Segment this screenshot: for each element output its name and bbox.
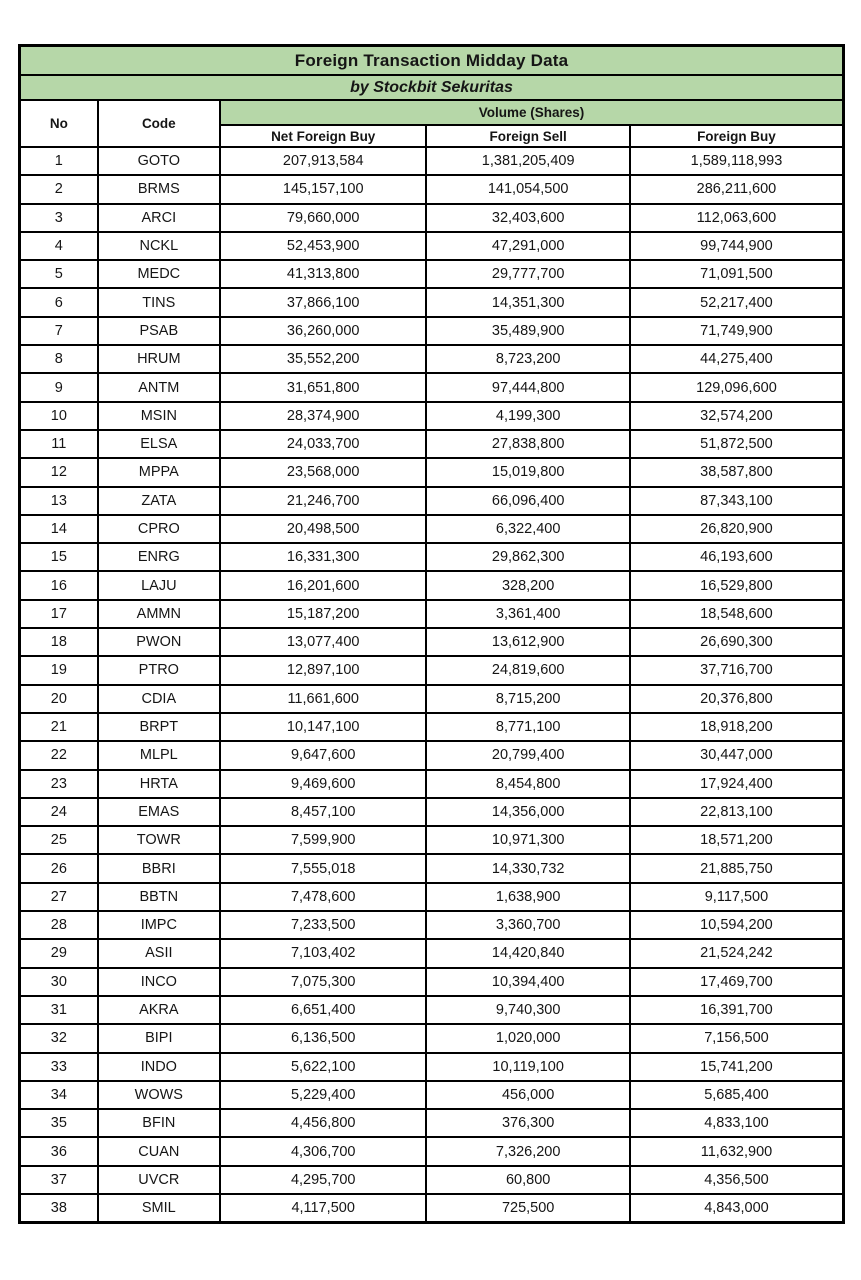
cell-net-foreign-buy: 7,233,500: [220, 911, 426, 939]
cell-code: MEDC: [98, 260, 220, 288]
cell-foreign-sell: 10,119,100: [426, 1053, 629, 1081]
cell-code: INDO: [98, 1053, 220, 1081]
cell-net-foreign-buy: 6,651,400: [220, 996, 426, 1024]
cell-code: UVCR: [98, 1166, 220, 1194]
cell-code: MLPL: [98, 741, 220, 769]
cell-code: LAJU: [98, 571, 220, 599]
cell-no: 28: [20, 911, 98, 939]
cell-code: BRMS: [98, 175, 220, 203]
table-row: [20, 939, 844, 967]
foreign-transaction-table: [18, 44, 845, 1224]
cell-foreign-buy: 20,376,800: [630, 685, 844, 713]
table-row: [20, 996, 844, 1024]
table-row: [20, 515, 844, 543]
cell-foreign-buy: 11,632,900: [630, 1137, 844, 1165]
cell-no: 32: [20, 1024, 98, 1052]
table-subtitle-row: [20, 75, 844, 100]
cell-net-foreign-buy: 7,555,018: [220, 854, 426, 882]
cell-foreign-buy: 22,813,100: [630, 798, 844, 826]
cell-foreign-buy: 4,843,000: [630, 1194, 844, 1223]
cell-foreign-sell: 35,489,900: [426, 317, 629, 345]
cell-foreign-sell: 97,444,800: [426, 373, 629, 401]
cell-no: 12: [20, 458, 98, 486]
cell-no: 19: [20, 656, 98, 684]
cell-foreign-buy: 10,594,200: [630, 911, 844, 939]
cell-foreign-buy: 30,447,000: [630, 741, 844, 769]
cell-net-foreign-buy: 36,260,000: [220, 317, 426, 345]
cell-no: 22: [20, 741, 98, 769]
column-header-foreign-sell: Foreign Sell: [426, 125, 629, 147]
table-row: [20, 770, 844, 798]
cell-foreign-sell: 3,360,700: [426, 911, 629, 939]
cell-code: BBRI: [98, 854, 220, 882]
cell-foreign-buy: 15,741,200: [630, 1053, 844, 1081]
cell-net-foreign-buy: 41,313,800: [220, 260, 426, 288]
cell-foreign-buy: 129,096,600: [630, 373, 844, 401]
cell-foreign-buy: 16,529,800: [630, 571, 844, 599]
table-row: [20, 883, 844, 911]
table-row: [20, 600, 844, 628]
cell-foreign-sell: 8,715,200: [426, 685, 629, 713]
foreign-transaction-table-wrap: [18, 44, 845, 1224]
cell-code: ANTM: [98, 373, 220, 401]
cell-no: 25: [20, 826, 98, 854]
table-row: [20, 402, 844, 430]
cell-foreign-buy: 7,156,500: [630, 1024, 844, 1052]
cell-code: ZATA: [98, 487, 220, 515]
cell-code: TINS: [98, 288, 220, 316]
table-row: [20, 1194, 844, 1223]
cell-foreign-sell: 14,330,732: [426, 854, 629, 882]
cell-foreign-buy: 4,833,100: [630, 1109, 844, 1137]
cell-foreign-buy: 87,343,100: [630, 487, 844, 515]
cell-net-foreign-buy: 28,374,900: [220, 402, 426, 430]
cell-no: 36: [20, 1137, 98, 1165]
cell-net-foreign-buy: 15,187,200: [220, 600, 426, 628]
cell-net-foreign-buy: 5,622,100: [220, 1053, 426, 1081]
cell-net-foreign-buy: 16,201,600: [220, 571, 426, 599]
cell-foreign-sell: 141,054,500: [426, 175, 629, 203]
cell-foreign-buy: 71,749,900: [630, 317, 844, 345]
cell-foreign-buy: 112,063,600: [630, 204, 844, 232]
cell-foreign-sell: 14,420,840: [426, 939, 629, 967]
page-title: Foreign Transaction Midday Data: [20, 46, 844, 76]
table-row: [20, 1109, 844, 1137]
cell-foreign-sell: 29,777,700: [426, 260, 629, 288]
cell-foreign-sell: 66,096,400: [426, 487, 629, 515]
cell-net-foreign-buy: 12,897,100: [220, 656, 426, 684]
cell-foreign-buy: 9,117,500: [630, 883, 844, 911]
cell-foreign-buy: 44,275,400: [630, 345, 844, 373]
cell-foreign-sell: 47,291,000: [426, 232, 629, 260]
cell-no: 34: [20, 1081, 98, 1109]
cell-code: BRPT: [98, 713, 220, 741]
cell-net-foreign-buy: 79,660,000: [220, 204, 426, 232]
cell-foreign-sell: 456,000: [426, 1081, 629, 1109]
table-row: [20, 1137, 844, 1165]
cell-foreign-sell: 6,322,400: [426, 515, 629, 543]
cell-no: 30: [20, 968, 98, 996]
cell-foreign-buy: 5,685,400: [630, 1081, 844, 1109]
cell-no: 15: [20, 543, 98, 571]
cell-net-foreign-buy: 24,033,700: [220, 430, 426, 458]
table-body: [20, 147, 844, 1223]
cell-net-foreign-buy: 4,306,700: [220, 1137, 426, 1165]
cell-net-foreign-buy: 9,469,600: [220, 770, 426, 798]
cell-code: HRTA: [98, 770, 220, 798]
cell-foreign-buy: 17,924,400: [630, 770, 844, 798]
cell-foreign-sell: 14,356,000: [426, 798, 629, 826]
cell-code: PWON: [98, 628, 220, 656]
table-row: [20, 798, 844, 826]
cell-foreign-sell: 60,800: [426, 1166, 629, 1194]
cell-code: IMPC: [98, 911, 220, 939]
cell-code: CUAN: [98, 1137, 220, 1165]
cell-foreign-sell: 29,862,300: [426, 543, 629, 571]
cell-no: 9: [20, 373, 98, 401]
cell-foreign-buy: 26,690,300: [630, 628, 844, 656]
cell-no: 38: [20, 1194, 98, 1223]
cell-net-foreign-buy: 35,552,200: [220, 345, 426, 373]
table-row: [20, 741, 844, 769]
table-row: [20, 571, 844, 599]
cell-foreign-sell: 8,454,800: [426, 770, 629, 798]
cell-foreign-sell: 1,381,205,409: [426, 147, 629, 175]
cell-code: GOTO: [98, 147, 220, 175]
cell-code: AKRA: [98, 996, 220, 1024]
cell-foreign-buy: 18,548,600: [630, 600, 844, 628]
cell-net-foreign-buy: 10,147,100: [220, 713, 426, 741]
cell-code: EMAS: [98, 798, 220, 826]
cell-net-foreign-buy: 7,599,900: [220, 826, 426, 854]
cell-net-foreign-buy: 16,331,300: [220, 543, 426, 571]
table-row: [20, 288, 844, 316]
cell-no: 5: [20, 260, 98, 288]
cell-net-foreign-buy: 37,866,100: [220, 288, 426, 316]
cell-code: MPPA: [98, 458, 220, 486]
cell-foreign-buy: 99,744,900: [630, 232, 844, 260]
cell-net-foreign-buy: 52,453,900: [220, 232, 426, 260]
column-header-code: Code: [98, 100, 220, 147]
cell-foreign-sell: 27,838,800: [426, 430, 629, 458]
cell-code: HRUM: [98, 345, 220, 373]
cell-no: 31: [20, 996, 98, 1024]
cell-foreign-buy: 4,356,500: [630, 1166, 844, 1194]
cell-foreign-buy: 38,587,800: [630, 458, 844, 486]
cell-foreign-buy: 37,716,700: [630, 656, 844, 684]
cell-foreign-buy: 32,574,200: [630, 402, 844, 430]
column-header-no: No: [20, 100, 98, 147]
cell-code: BFIN: [98, 1109, 220, 1137]
table-row: [20, 487, 844, 515]
cell-no: 26: [20, 854, 98, 882]
table-row: [20, 968, 844, 996]
cell-foreign-sell: 10,394,400: [426, 968, 629, 996]
cell-no: 16: [20, 571, 98, 599]
cell-net-foreign-buy: 13,077,400: [220, 628, 426, 656]
column-header-net-foreign-buy: Net Foreign Buy: [220, 125, 426, 147]
cell-foreign-buy: 51,872,500: [630, 430, 844, 458]
cell-foreign-sell: 15,019,800: [426, 458, 629, 486]
cell-foreign-sell: 32,403,600: [426, 204, 629, 232]
cell-foreign-sell: 328,200: [426, 571, 629, 599]
cell-no: 18: [20, 628, 98, 656]
table-row: [20, 175, 844, 203]
cell-no: 13: [20, 487, 98, 515]
cell-net-foreign-buy: 11,661,600: [220, 685, 426, 713]
cell-code: WOWS: [98, 1081, 220, 1109]
table-row: [20, 826, 844, 854]
cell-no: 20: [20, 685, 98, 713]
cell-foreign-sell: 1,020,000: [426, 1024, 629, 1052]
table-row: [20, 543, 844, 571]
table-row: [20, 147, 844, 175]
cell-foreign-buy: 52,217,400: [630, 288, 844, 316]
cell-no: 37: [20, 1166, 98, 1194]
table-row: [20, 373, 844, 401]
cell-code: BIPI: [98, 1024, 220, 1052]
cell-net-foreign-buy: 21,246,700: [220, 487, 426, 515]
cell-net-foreign-buy: 8,457,100: [220, 798, 426, 826]
cell-no: 35: [20, 1109, 98, 1137]
cell-foreign-sell: 8,771,100: [426, 713, 629, 741]
table-row: [20, 232, 844, 260]
cell-foreign-buy: 1,589,118,993: [630, 147, 844, 175]
cell-no: 33: [20, 1053, 98, 1081]
cell-no: 1: [20, 147, 98, 175]
cell-no: 14: [20, 515, 98, 543]
cell-code: ENRG: [98, 543, 220, 571]
cell-net-foreign-buy: 20,498,500: [220, 515, 426, 543]
cell-foreign-buy: 18,571,200: [630, 826, 844, 854]
table-row: [20, 656, 844, 684]
cell-code: BBTN: [98, 883, 220, 911]
table-row: [20, 1053, 844, 1081]
cell-no: 2: [20, 175, 98, 203]
cell-foreign-buy: 26,820,900: [630, 515, 844, 543]
cell-code: MSIN: [98, 402, 220, 430]
cell-code: ELSA: [98, 430, 220, 458]
cell-net-foreign-buy: 31,651,800: [220, 373, 426, 401]
cell-code: CPRO: [98, 515, 220, 543]
cell-foreign-sell: 9,740,300: [426, 996, 629, 1024]
cell-code: SMIL: [98, 1194, 220, 1223]
cell-foreign-buy: 286,211,600: [630, 175, 844, 203]
cell-foreign-buy: 18,918,200: [630, 713, 844, 741]
page-subtitle: by Stockbit Sekuritas: [20, 75, 844, 100]
table-row: [20, 204, 844, 232]
cell-foreign-sell: 24,819,600: [426, 656, 629, 684]
table-row: [20, 1166, 844, 1194]
cell-code: ARCI: [98, 204, 220, 232]
cell-no: 3: [20, 204, 98, 232]
cell-foreign-sell: 20,799,400: [426, 741, 629, 769]
table-row: [20, 911, 844, 939]
cell-code: CDIA: [98, 685, 220, 713]
table-row: [20, 345, 844, 373]
table-row: [20, 260, 844, 288]
cell-net-foreign-buy: 4,117,500: [220, 1194, 426, 1223]
cell-code: ASII: [98, 939, 220, 967]
cell-no: 11: [20, 430, 98, 458]
column-header-volume-group: Volume (Shares): [220, 100, 844, 125]
table-row: [20, 854, 844, 882]
cell-foreign-sell: 1,638,900: [426, 883, 629, 911]
cell-code: AMMN: [98, 600, 220, 628]
table-row: [20, 430, 844, 458]
cell-foreign-sell: 13,612,900: [426, 628, 629, 656]
table-row: [20, 317, 844, 345]
table-row: [20, 458, 844, 486]
cell-net-foreign-buy: 5,229,400: [220, 1081, 426, 1109]
cell-foreign-buy: 46,193,600: [630, 543, 844, 571]
cell-net-foreign-buy: 7,478,600: [220, 883, 426, 911]
cell-foreign-sell: 4,199,300: [426, 402, 629, 430]
cell-foreign-sell: 7,326,200: [426, 1137, 629, 1165]
cell-net-foreign-buy: 7,075,300: [220, 968, 426, 996]
cell-no: 8: [20, 345, 98, 373]
table-row: [20, 713, 844, 741]
cell-foreign-sell: 14,351,300: [426, 288, 629, 316]
cell-net-foreign-buy: 4,456,800: [220, 1109, 426, 1137]
cell-code: PSAB: [98, 317, 220, 345]
cell-net-foreign-buy: 9,647,600: [220, 741, 426, 769]
cell-no: 23: [20, 770, 98, 798]
cell-no: 21: [20, 713, 98, 741]
cell-code: NCKL: [98, 232, 220, 260]
cell-net-foreign-buy: 6,136,500: [220, 1024, 426, 1052]
cell-code: PTRO: [98, 656, 220, 684]
cell-net-foreign-buy: 207,913,584: [220, 147, 426, 175]
table-title-row: [20, 46, 844, 76]
cell-foreign-buy: 21,524,242: [630, 939, 844, 967]
cell-foreign-sell: 3,361,400: [426, 600, 629, 628]
cell-no: 10: [20, 402, 98, 430]
cell-foreign-sell: 8,723,200: [426, 345, 629, 373]
cell-no: 17: [20, 600, 98, 628]
cell-no: 7: [20, 317, 98, 345]
table-row: [20, 1081, 844, 1109]
cell-foreign-buy: 16,391,700: [630, 996, 844, 1024]
cell-net-foreign-buy: 145,157,100: [220, 175, 426, 203]
table-row: [20, 1024, 844, 1052]
cell-foreign-sell: 10,971,300: [426, 826, 629, 854]
table-header-row-group: [20, 100, 844, 125]
cell-net-foreign-buy: 4,295,700: [220, 1166, 426, 1194]
cell-no: 6: [20, 288, 98, 316]
table-row: [20, 628, 844, 656]
cell-foreign-buy: 21,885,750: [630, 854, 844, 882]
cell-no: 29: [20, 939, 98, 967]
cell-foreign-sell: 376,300: [426, 1109, 629, 1137]
cell-foreign-buy: 17,469,700: [630, 968, 844, 996]
table-row: [20, 685, 844, 713]
cell-no: 24: [20, 798, 98, 826]
cell-no: 4: [20, 232, 98, 260]
cell-foreign-sell: 725,500: [426, 1194, 629, 1223]
cell-no: 27: [20, 883, 98, 911]
cell-net-foreign-buy: 23,568,000: [220, 458, 426, 486]
cell-code: INCO: [98, 968, 220, 996]
column-header-foreign-buy: Foreign Buy: [630, 125, 844, 147]
cell-net-foreign-buy: 7,103,402: [220, 939, 426, 967]
cell-foreign-buy: 71,091,500: [630, 260, 844, 288]
cell-code: TOWR: [98, 826, 220, 854]
